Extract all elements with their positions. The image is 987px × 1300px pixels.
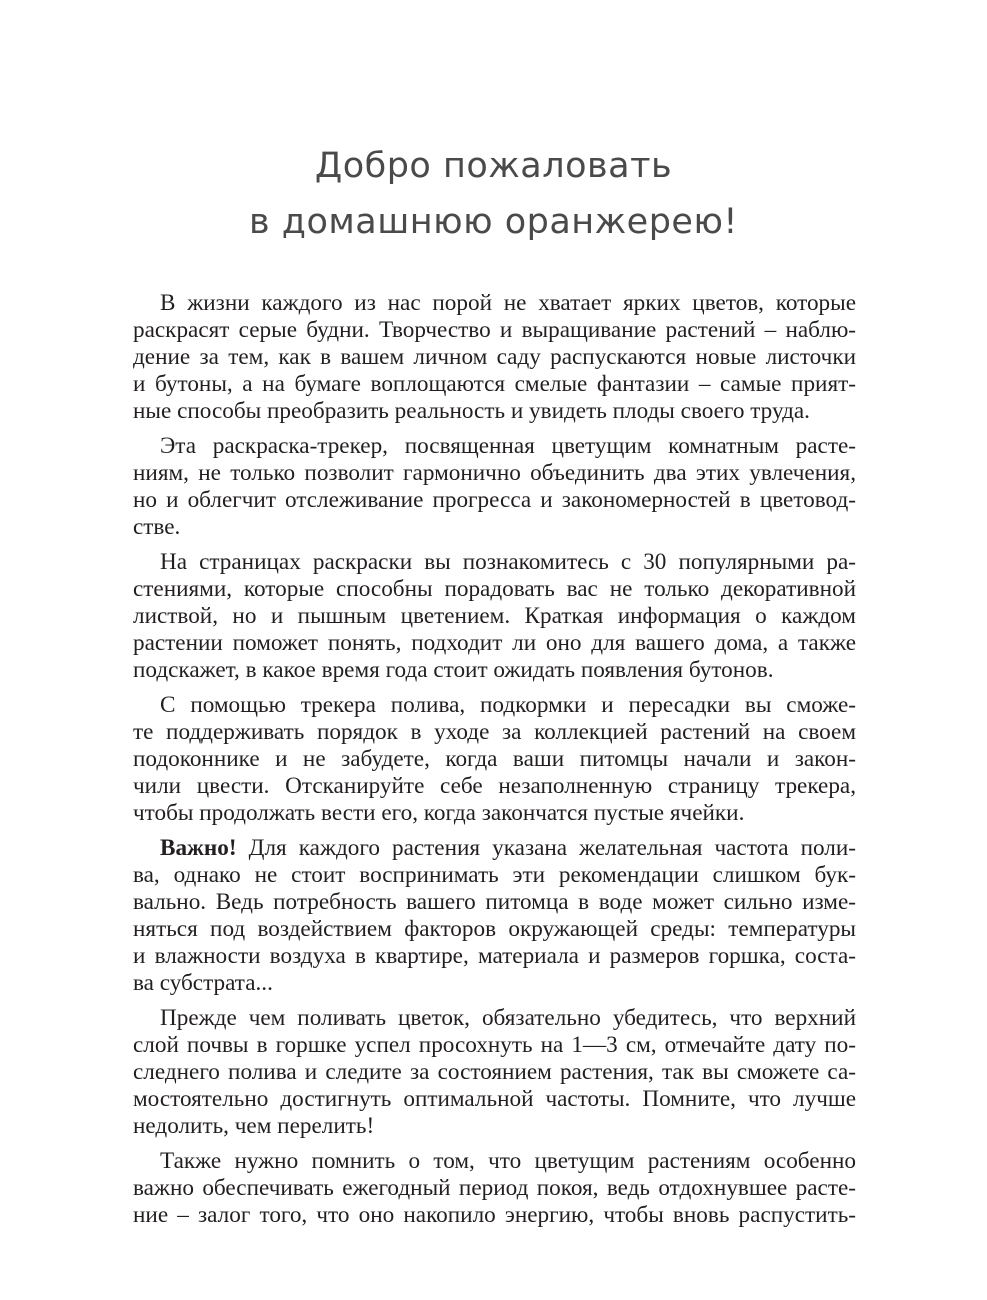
text-line: На страницах раскраски вы познакомитесь с 30 популярными ра- <box>160 549 856 575</box>
text-line: слой почвы в горшке успел просохнуть на 1—3 см, отмечайте дату по- <box>133 1032 856 1058</box>
important-label: Важно! <box>160 835 237 861</box>
paragraph-intro <box>133 290 856 425</box>
text-line: листвой, но и пышным цветением. Краткая информация о каждом <box>133 603 856 629</box>
text-line <box>133 835 856 862</box>
text-line: В жизни каждого из нас порой не хватает ярких цветов, которые <box>160 290 856 316</box>
text-line: Эта раскраска-трекер, посвященная цветущим комнатным расте- <box>160 433 856 459</box>
text-line: и влажности воздуха в квартире, материала и размеров горшка, соста- <box>133 943 856 969</box>
page-title <box>0 138 987 250</box>
text-line: ные способы преобразить реальность и увидеть плоды своего труда. <box>133 398 810 424</box>
text-line: няться под воздействием факторов окружающей среды: температуры <box>133 916 856 942</box>
text-line: те поддерживать порядок в уходе за коллекцией растений на своем <box>133 719 856 745</box>
title-line-2: в домашнюю оранжерею! <box>249 202 738 242</box>
text-line: раскрасят серые будни. Творчество и выращивание растений – наблю- <box>133 317 856 343</box>
text-line: С помощью трекера полива, подкормки и пересадки вы сможе- <box>160 692 856 718</box>
text-line: чили цвести. Отсканируйте себе незаполненную страницу трекера, <box>133 773 856 799</box>
text-line: дение за тем, как в вашем личном саду распускаются новые листочки <box>133 344 856 370</box>
text-line: стениями, которые способны порадовать вас не только декоративной <box>133 576 856 602</box>
text-line: ва субстрата... <box>133 970 273 996</box>
text-line: ва, однако не стоит воспринимать эти рекомендации слишком бук- <box>133 862 856 888</box>
text-line: мостоятельно достигнуть оптимальной частоты. Помните, что лучше <box>133 1086 856 1112</box>
text-line: чтобы продолжать вести его, когда закончатся пустые ячейки. <box>133 800 745 826</box>
text-line: ниям, не только позволит гармонично объединить два этих увлечения, <box>133 460 856 486</box>
text-line: но и облегчит отслеживание прогресса и закономерностей в цветовод- <box>133 487 856 513</box>
paragraph-important <box>133 835 856 997</box>
paragraph-tracker <box>133 433 856 541</box>
text-line: ние – залог того, что оно накопило энергию, чтобы вновь распустить- <box>133 1202 856 1228</box>
text-line: подскажет, в какое время года стоит ожидать появления бутонов. <box>133 657 774 683</box>
text-line: стве. <box>133 514 181 540</box>
paragraph-plants <box>133 549 856 684</box>
text-line: следнего полива и следите за состоянием растения, так вы сможете са- <box>133 1059 856 1085</box>
text-line: недолить, чем перелить! <box>133 1113 375 1139</box>
text-line: вально. Ведь потребность вашего питомца в воде может сильно изме- <box>133 889 856 915</box>
text-line: важно обеспечивать ежегодный период покоя, ведь отдохнувшее расте- <box>133 1175 856 1201</box>
text-line: растении поможет понять, подходит ли оно для вашего дома, а также <box>133 630 856 656</box>
important-lead-text: Для каждого растения указана желательная частота поли- <box>236 835 856 861</box>
text-line: и бутоны, а на бумаге воплощаются смелые фантазии – самые прият- <box>133 371 856 397</box>
text-line: подоконнике и не забудете, когда ваши питомцы начали и закон- <box>133 746 856 772</box>
paragraph-dormancy <box>133 1148 856 1229</box>
title-line-1: Добро пожаловать <box>314 146 673 186</box>
paragraph-watering-tracker <box>133 692 856 827</box>
body-text <box>133 290 856 1229</box>
paragraph-watering-check <box>133 1005 856 1140</box>
text-line: Также нужно помнить о том, что цветущим растениям особенно <box>160 1148 856 1174</box>
text-line: Прежде чем поливать цветок, обязательно убедитесь, что верхний <box>160 1005 856 1031</box>
